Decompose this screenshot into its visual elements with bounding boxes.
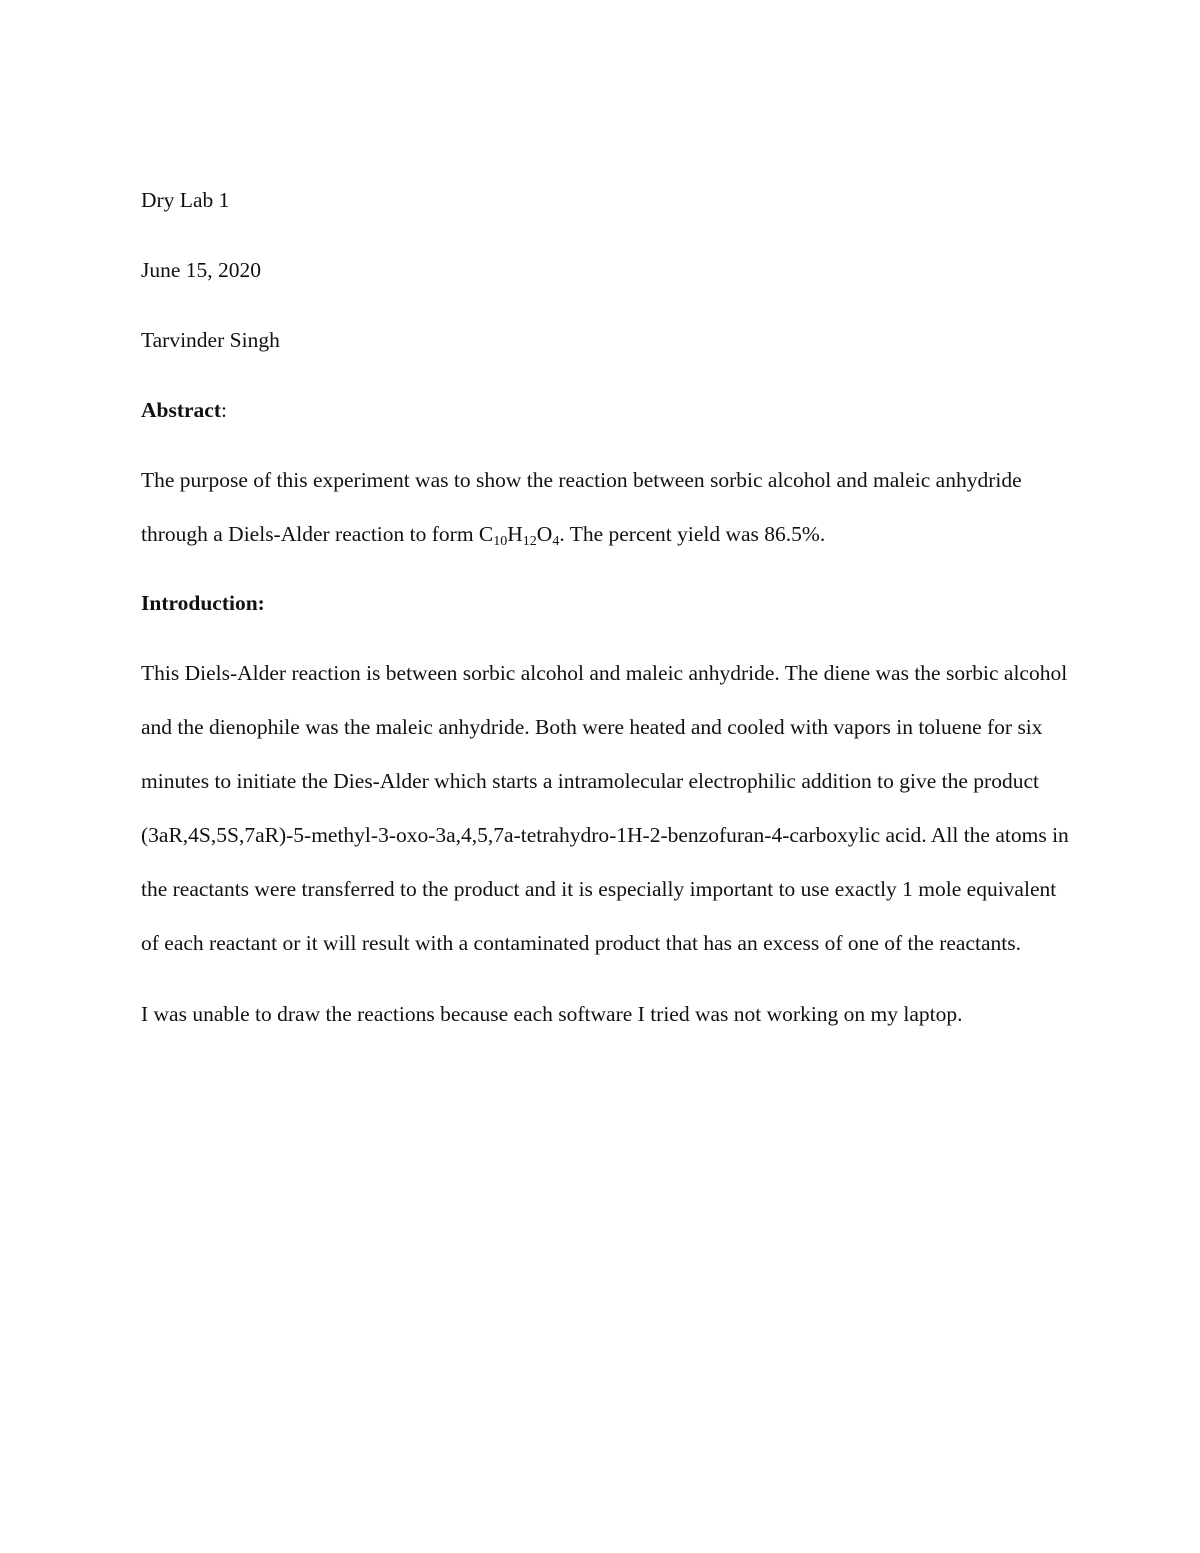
abstract-text-start: The purpose of this experiment was to show the reaction between sorbic alcohol and maleic anhydride through a Diels-Alder reaction to form [141,468,1022,546]
abstract-heading-line [141,392,1071,428]
introduction-paragraph-1: This Diels-Alder reaction is between sorbic alcohol and maleic anhydride. The diene was the sorbic alcohol and the dienophile was the maleic anhydride. Both were heated and cooled with vapors in toluene for six minutes to initiate the Dies-Alder which starts a intramolecular electrophilic addition to give the product (3aR,4S,5S,7aR)-5-methyl-3-oxo-3a,4,5,7a-tetrahydro-1H-2-benzofuran-4-carboxylic acid. All the atoms in the reactants were transferred to the product and it is especially important to use exactly 1 mole equivalent of each reactant or it will result with a contaminated product that has an excess of one of the reactants. [141,661,1069,955]
document-title: Dry Lab 1 [141,188,230,212]
introduction-paragraph-2: I was unable to draw the reactions because each software I tried was not working on my laptop. [141,1002,963,1026]
document-date: June 15, 2020 [141,258,262,282]
introduction-heading: Introduction: [141,591,265,615]
abstract-text-end: . The percent yield was 86.5%. [559,522,826,546]
abstract-paragraph [141,453,1071,561]
chemical-formula: $C_{10}H_{12}O_4$ [478,522,560,549]
abstract-heading-colon: : [221,398,227,422]
abstract-heading: Abstract [141,398,222,422]
document-author: Tarvinder Singh [141,328,280,352]
document-body [141,182,1071,1067]
